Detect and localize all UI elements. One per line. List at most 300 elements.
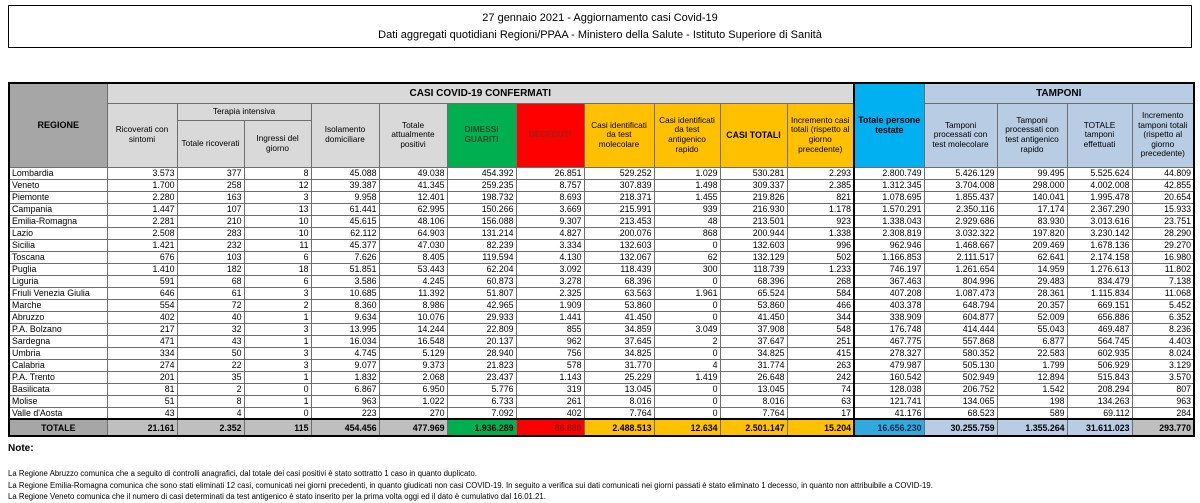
value-cell: 13 [244,203,311,215]
value-cell: 591 [107,275,177,287]
value-cell: 0 [654,383,720,395]
region-name: Marche [9,299,107,311]
total-value-cell: 1.936.289 [447,419,516,436]
value-cell: 163 [177,191,244,203]
total-value-cell: 86.889 [516,419,584,436]
value-cell: 15.933 [1132,203,1194,215]
value-cell: 62.112 [311,227,379,239]
value-cell: 11.392 [379,287,447,299]
value-cell: 0 [244,407,311,419]
value-cell: 669.151 [1067,299,1132,311]
value-cell: 259.235 [447,179,516,191]
value-cell: 1.029 [654,167,720,179]
value-cell: 11.802 [1132,263,1194,275]
value-cell: 1.678.136 [1067,239,1132,251]
value-cell: 270 [379,407,447,419]
value-cell: 2.385 [787,179,854,191]
value-cell: 3.032.322 [924,227,997,239]
value-cell: 807 [1132,383,1194,395]
value-cell: 3 [244,323,311,335]
value-cell: 3.570 [1132,371,1194,383]
value-cell: 2.367.290 [1067,203,1132,215]
value-cell: 68.523 [924,407,997,419]
col-header-casi-totali: CASI TOTALI [720,103,787,167]
value-cell: 2.929.686 [924,215,997,227]
value-cell: 51.851 [311,263,379,275]
value-cell: 1 [244,371,311,383]
value-cell: 3.586 [311,275,379,287]
value-cell: 604.877 [924,311,997,323]
value-cell: 12.401 [379,191,447,203]
value-cell: 2.800.749 [854,167,924,179]
value-cell: 1.115.834 [1067,287,1132,299]
value-cell: 0 [654,347,720,359]
value-cell: 648.794 [924,299,997,311]
value-cell: 1.447 [107,203,177,215]
value-cell: 215.991 [584,203,654,215]
value-cell: 2.174.158 [1067,251,1132,263]
value-cell: 307.839 [584,179,654,191]
value-cell: 200.076 [584,227,654,239]
value-cell: 41.450 [584,311,654,323]
value-cell: 55.043 [997,323,1067,335]
total-label: TOTALE [9,419,107,436]
value-cell: 1.143 [516,371,584,383]
value-cell: 415 [787,347,854,359]
value-cell: 1.166.853 [854,251,924,263]
value-cell: 554 [107,299,177,311]
value-cell: 65.524 [720,287,787,299]
value-cell: 50 [177,347,244,359]
value-cell: 0 [654,395,720,407]
value-cell: 198 [997,395,1067,407]
value-cell: 414.444 [924,323,997,335]
value-cell: 62.995 [379,203,447,215]
table-row [9,191,1194,203]
value-cell: 0 [654,311,720,323]
value-cell: 232 [177,239,244,251]
value-cell: 0 [654,239,720,251]
value-cell: 2.068 [379,371,447,383]
value-cell: 16.548 [379,335,447,347]
value-cell: 578 [516,359,584,371]
value-cell: 529.252 [584,167,654,179]
total-value-cell: 2.352 [177,419,244,436]
value-cell: 502.949 [924,371,997,383]
value-cell: 1.468.667 [924,239,997,251]
region-name: P.A. Trento [9,371,107,383]
value-cell: 0 [654,275,720,287]
region-name: Sardegna [9,335,107,347]
value-cell: 8 [244,167,311,179]
value-cell: 656.886 [1067,311,1132,323]
value-cell: 18 [244,263,311,275]
value-cell: 338.909 [854,311,924,323]
value-cell: 6.352 [1132,311,1194,323]
value-cell: 1.909 [516,299,584,311]
value-cell: 278.327 [854,347,924,359]
col-header-tamponi-molecolare: Tamponi processati con test molecolare [924,103,997,167]
col-header-persone-testate: Totale persone testate [854,83,924,167]
region-name: Emilia-Romagna [9,215,107,227]
value-cell: 45.088 [311,167,379,179]
value-cell: 251 [787,335,854,347]
value-cell: 505.130 [924,359,997,371]
value-cell: 402 [107,311,177,323]
value-cell: 8.986 [379,299,447,311]
value-cell: 35 [177,371,244,383]
value-cell: 83.930 [997,215,1067,227]
value-cell: 2.325 [516,287,584,299]
region-name: Campania [9,203,107,215]
value-cell: 99.495 [997,167,1067,179]
value-cell: 31.770 [584,359,654,371]
value-cell: 284 [1132,407,1194,419]
value-cell: 20.357 [997,299,1067,311]
value-cell: 2 [654,335,720,347]
value-cell: 3 [244,359,311,371]
region-name: Molise [9,395,107,407]
value-cell: 47.030 [379,239,447,251]
value-cell: 1.995.478 [1067,191,1132,203]
region-name: Friuli Venezia Giulia [9,287,107,299]
region-name: Toscana [9,251,107,263]
notes-section [8,443,1192,503]
value-cell: 68.396 [720,275,787,287]
value-cell: 298.000 [997,179,1067,191]
value-cell: 31.774 [720,359,787,371]
value-cell: 34.825 [720,347,787,359]
value-cell: 8.016 [720,395,787,407]
report-subtitle: Dati aggregati quotidiani Regioni/PPAA - Ministero della Salute - Istituto Superiore di Sanità [378,29,822,42]
table-row [9,203,1194,215]
value-cell: 8.236 [1132,323,1194,335]
value-cell: 3.013.616 [1067,215,1132,227]
value-cell: 51.807 [447,287,516,299]
value-cell: 548 [787,323,854,335]
value-cell: 26.648 [720,371,787,383]
value-cell: 6.867 [311,383,379,395]
value-cell: 16.034 [311,335,379,347]
value-cell: 107 [177,203,244,215]
value-cell: 4.827 [516,227,584,239]
value-cell: 8.405 [379,251,447,263]
table-row [9,359,1194,371]
value-cell: 1 [244,395,311,407]
value-cell: 834.479 [1067,275,1132,287]
value-cell: 5.525.624 [1067,167,1132,179]
note-veneto: La Regione Veneto comunica che il numero di casi determinati da test antigenico è stato inserito per la prima volta oggi ed il dato è cumulativo dal 16.01.21. [8,492,546,502]
value-cell: 469.487 [1067,323,1132,335]
col-header-incremento-casi: Incremento casi totali (rispetto al giorno precedente) [787,103,854,167]
value-cell: 1.419 [654,371,720,383]
value-cell: 855 [516,323,584,335]
value-cell: 182 [177,263,244,275]
value-cell: 22.583 [997,347,1067,359]
value-cell: 28.290 [1132,227,1194,239]
value-cell: 25.229 [584,371,654,383]
value-cell: 49.038 [379,167,447,179]
value-cell: 10.076 [379,311,447,323]
region-name: Lombardia [9,167,107,179]
total-value-cell: 30.255.759 [924,419,997,436]
value-cell: 3.278 [516,275,584,287]
value-cell: 3.704.008 [924,179,997,191]
value-cell: 2.508 [107,227,177,239]
value-cell: 9.077 [311,359,379,371]
total-value-cell: 15.204 [787,419,854,436]
value-cell: 4 [177,407,244,419]
value-cell: 132.067 [584,251,654,263]
value-cell: 218.371 [584,191,654,203]
value-cell: 34.825 [584,347,654,359]
col-header-deceduti: DECEDUTI [516,103,584,167]
value-cell: 7.092 [447,407,516,419]
value-cell: 200.944 [720,227,787,239]
value-cell: 10 [244,215,311,227]
value-cell: 274 [107,359,177,371]
value-cell: 263 [787,359,854,371]
value-cell: 471 [107,335,177,347]
value-cell: 62.204 [447,263,516,275]
col-header-ingressi-giorno: Ingressi del giorno [244,120,311,167]
total-value-cell: 293.770 [1132,419,1194,436]
value-cell: 0 [654,299,720,311]
value-cell: 61.441 [311,203,379,215]
value-cell: 9.634 [311,311,379,323]
value-cell: 48.106 [379,215,447,227]
value-cell: 20.137 [447,335,516,347]
value-cell: 3.092 [516,263,584,275]
value-cell: 7.626 [311,251,379,263]
table-row [9,335,1194,347]
value-cell: 213.501 [720,215,787,227]
value-cell: 868 [654,227,720,239]
value-cell: 69.112 [1067,407,1132,419]
table-row [9,395,1194,407]
value-cell: 13.995 [311,323,379,335]
value-cell: 121.741 [854,395,924,407]
value-cell: 17 [787,407,854,419]
value-cell: 14.244 [379,323,447,335]
report-title: 27 gennaio 2021 - Aggiornamento casi Covid-19 [482,11,718,24]
value-cell: 132.603 [584,239,654,251]
value-cell: 12 [244,179,311,191]
value-cell: 1.087.473 [924,287,997,299]
value-cell: 210 [177,215,244,227]
value-cell: 939 [654,203,720,215]
value-cell: 6.950 [379,383,447,395]
value-cell: 28.361 [997,287,1067,299]
value-cell: 344 [787,311,854,323]
value-cell: 2.350.116 [924,203,997,215]
value-cell: 29.483 [997,275,1067,287]
value-cell: 1.799 [997,359,1067,371]
value-cell: 5.426.129 [924,167,997,179]
value-cell: 319 [516,383,584,395]
value-cell: 53.860 [584,299,654,311]
value-cell: 22 [177,359,244,371]
value-cell: 4 [654,359,720,371]
value-cell: 131.214 [447,227,516,239]
value-cell: 118.739 [720,263,787,275]
value-cell: 23.751 [1132,215,1194,227]
value-cell: 1 [244,335,311,347]
table-row [9,275,1194,287]
value-cell: 37.645 [584,335,654,347]
value-cell: 63.563 [584,287,654,299]
value-cell: 962 [516,335,584,347]
value-cell: 2 [177,383,244,395]
value-cell: 134.263 [1067,395,1132,407]
value-cell: 4.130 [516,251,584,263]
value-cell: 963 [1132,395,1194,407]
value-cell: 53.860 [720,299,787,311]
value-cell: 0 [244,383,311,395]
value-cell: 479.987 [854,359,924,371]
group-header-casi-confermati: CASI COVID-19 CONFERMATI [107,83,854,103]
value-cell: 9.373 [379,359,447,371]
value-cell: 81 [107,383,177,395]
value-cell: 68 [177,275,244,287]
table-row [9,383,1194,395]
value-cell: 22.809 [447,323,516,335]
value-cell: 8 [177,395,244,407]
value-cell: 20.654 [1132,191,1194,203]
value-cell: 6.877 [997,335,1067,347]
value-cell: 63 [787,395,854,407]
value-cell: 39.387 [311,179,379,191]
region-name: Lazio [9,227,107,239]
value-cell: 48 [654,215,720,227]
value-cell: 176.748 [854,323,924,335]
value-cell: 923 [787,215,854,227]
total-value-cell: 115 [244,419,311,436]
value-cell: 11.068 [1132,287,1194,299]
value-cell: 962.946 [854,239,924,251]
value-cell: 43 [107,407,177,419]
group-header-tamponi: TAMPONI [924,83,1194,103]
value-cell: 32 [177,323,244,335]
value-cell: 213.453 [584,215,654,227]
value-cell: 557.868 [924,335,997,347]
value-cell: 23.437 [447,371,516,383]
value-cell: 37.647 [720,335,787,347]
value-cell: 26.851 [516,167,584,179]
value-cell: 646 [107,287,177,299]
value-cell: 3 [244,191,311,203]
region-name: Sicilia [9,239,107,251]
value-cell: 13.045 [584,383,654,395]
total-value-cell: 16.656.230 [854,419,924,436]
value-cell: 6 [244,275,311,287]
value-cell: 283 [177,227,244,239]
region-name: Valle d'Aosta [9,407,107,419]
value-cell: 7.138 [1132,275,1194,287]
value-cell: 589 [997,407,1067,419]
value-cell: 42.965 [447,299,516,311]
value-cell: 61 [177,287,244,299]
total-value-cell: 31.611.023 [1067,419,1132,436]
value-cell: 402 [516,407,584,419]
region-name: Piemonte [9,191,107,203]
value-cell: 198.732 [447,191,516,203]
value-cell: 8.024 [1132,347,1194,359]
value-cell: 377 [177,167,244,179]
value-cell: 34.859 [584,323,654,335]
value-cell: 41.176 [854,407,924,419]
col-header-casi-molecolare: Casi identificati da test molecolare [584,103,654,167]
table-row [9,215,1194,227]
value-cell: 60.873 [447,275,516,287]
region-name: Abruzzo [9,311,107,323]
value-cell: 160.542 [854,371,924,383]
value-cell: 3.573 [107,167,177,179]
value-cell: 9.307 [516,215,584,227]
value-cell: 82.239 [447,239,516,251]
value-cell: 746.197 [854,263,924,275]
col-header-tamponi-totale: TOTALE tamponi effettuati [1067,103,1132,167]
value-cell: 132.129 [720,251,787,263]
value-cell: 119.594 [447,251,516,263]
value-cell: 21.823 [447,359,516,371]
value-cell: 219.826 [720,191,787,203]
value-cell: 1.961 [654,287,720,299]
region-name: Veneto [9,179,107,191]
value-cell: 8.016 [584,395,654,407]
value-cell: 258 [177,179,244,191]
group-header-terapia-intensiva: Terapia intensiva [177,103,311,120]
value-cell: 466 [787,299,854,311]
value-cell: 564.745 [1067,335,1132,347]
table-row [9,263,1194,275]
region-name: Puglia [9,263,107,275]
total-value-cell: 21.161 [107,419,177,436]
value-cell: 52.009 [997,311,1067,323]
value-cell: 43 [177,335,244,347]
value-cell: 8.693 [516,191,584,203]
value-cell: 821 [787,191,854,203]
note-abruzzo: La Regione Abruzzo comunica che a seguito di controlli anagrafici, dal totale dei casi positivi è stato sottratto 1 caso in quanto duplicato. [8,469,477,478]
value-cell: 41.345 [379,179,447,191]
value-cell: 4.403 [1132,335,1194,347]
value-cell: 132.603 [720,239,787,251]
value-cell: 9.958 [311,191,379,203]
value-cell: 209.469 [997,239,1067,251]
table-row [9,239,1194,251]
value-cell: 2.308.819 [854,227,924,239]
value-cell: 6 [244,251,311,263]
value-cell: 74 [787,383,854,395]
value-cell: 2.280 [107,191,177,203]
value-cell: 300 [654,263,720,275]
note-emilia-romagna: La Regione Emilia-Romagna comunica che sono stati eliminati 12 casi, comunicati nei giorni precedenti, in quanto giudicati non casi COVID-19. In seguito a verifica sui dati comunicati nei giorni passati è stato eliminato 1 decesso, in quanto non attribuibile a COVID-19. [8,480,933,490]
value-cell: 1.312.345 [854,179,924,191]
value-cell: 3.334 [516,239,584,251]
value-cell: 3.669 [516,203,584,215]
value-cell: 1.421 [107,239,177,251]
value-cell: 1.078.695 [854,191,924,203]
value-cell: 515.843 [1067,371,1132,383]
value-cell: 103 [177,251,244,263]
value-cell: 208.294 [1067,383,1132,395]
value-cell: 5.452 [1132,299,1194,311]
total-value-cell: 454.456 [311,419,379,436]
value-cell: 334 [107,347,177,359]
value-cell: 996 [787,239,854,251]
value-cell: 2.293 [787,167,854,179]
value-cell: 602.935 [1067,347,1132,359]
